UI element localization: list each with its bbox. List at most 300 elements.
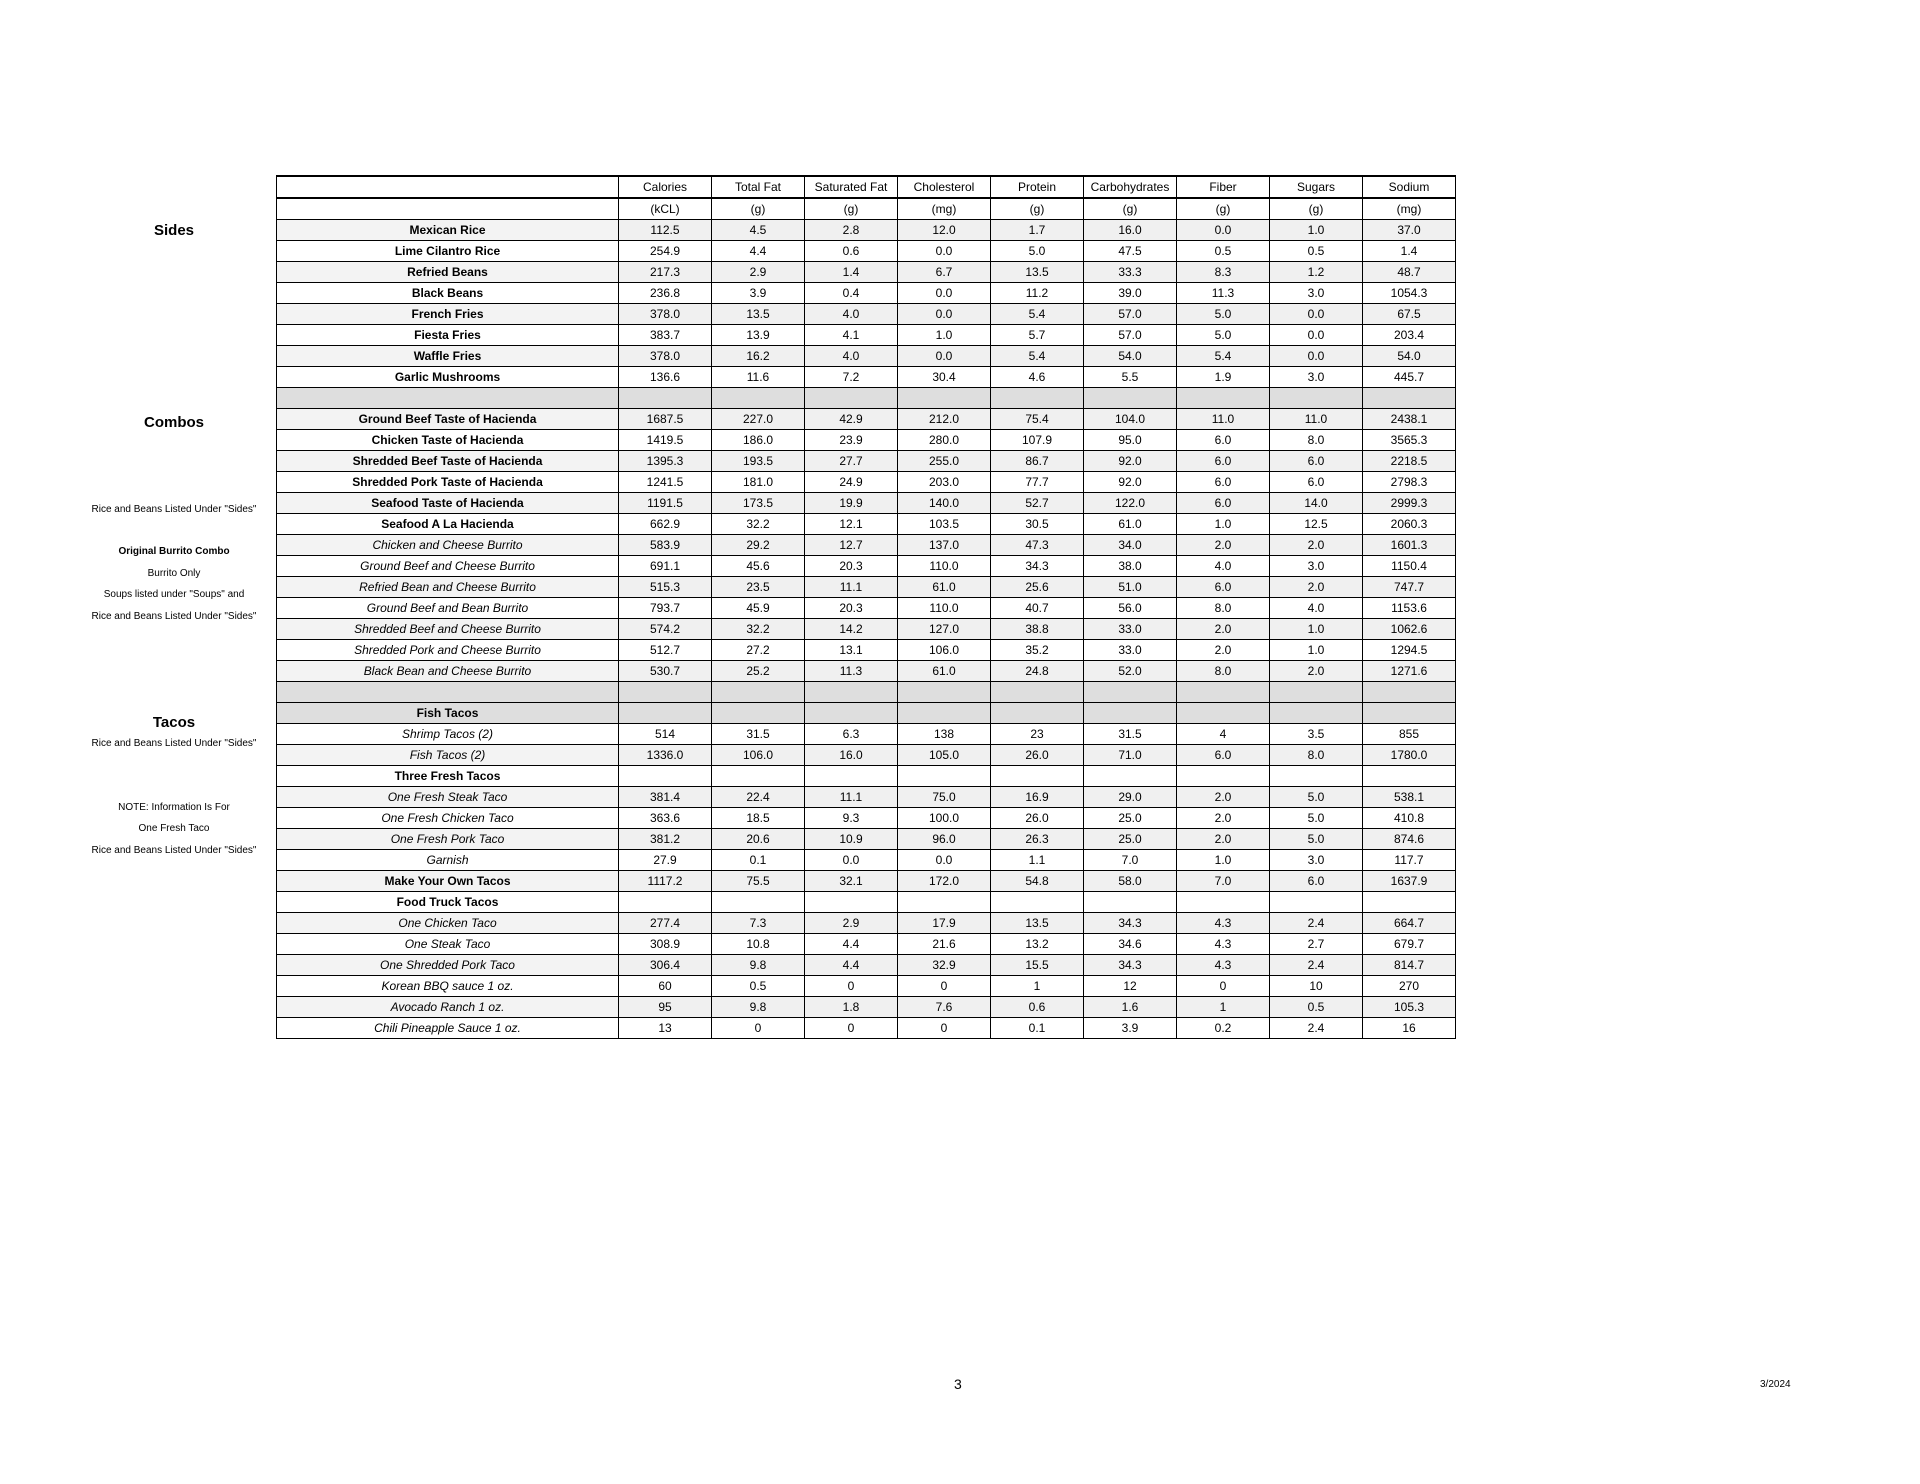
nutrient-value: 0.0: [898, 304, 991, 325]
nutrient-value: 1.0: [1270, 619, 1363, 640]
nutrient-value: [1363, 682, 1456, 703]
item-name: Black Beans: [277, 283, 619, 304]
nutrient-value: 24.8: [991, 661, 1084, 682]
item-name: Refried Bean and Cheese Burrito: [277, 577, 619, 598]
nutrient-value: 1.6: [1084, 997, 1177, 1018]
nutrient-value: 4.3: [1177, 955, 1270, 976]
nutrient-value: 10.8: [712, 934, 805, 955]
nutrient-value: [805, 703, 898, 724]
nutrient-value: 1054.3: [1363, 283, 1456, 304]
nutrient-value: [1084, 682, 1177, 703]
item-name: One Fresh Steak Taco: [277, 787, 619, 808]
column-header: Calories: [619, 176, 712, 198]
nutrient-value: [805, 766, 898, 787]
nutrient-value: 5.5: [1084, 367, 1177, 388]
nutrient-value: 95: [619, 997, 712, 1018]
nutrient-value: [619, 766, 712, 787]
fresh-taco-note-3: Rice and Beans Listed Under "Sides": [91, 845, 257, 856]
nutrient-value: 45.9: [712, 598, 805, 619]
nutrient-value: 14.2: [805, 619, 898, 640]
nutrient-value: 4.4: [805, 934, 898, 955]
nutrient-value: 1: [1177, 997, 1270, 1018]
nutrient-value: 363.6: [619, 808, 712, 829]
table-row: [277, 1018, 1456, 1039]
table-row: [277, 913, 1456, 934]
table-row: [277, 535, 1456, 556]
section-label-combos: Combos: [144, 414, 204, 431]
nutrient-value: 2.0: [1270, 661, 1363, 682]
column-header: Carbohydrates: [1084, 176, 1177, 198]
nutrient-value: 25.0: [1084, 829, 1177, 850]
nutrient-value: 15.5: [991, 955, 1084, 976]
nutrient-value: 23.5: [712, 577, 805, 598]
nutrient-value: [1177, 766, 1270, 787]
nutrient-value: 17.9: [898, 913, 991, 934]
nutrient-value: 2.7: [1270, 934, 1363, 955]
nutrient-value: 3.0: [1270, 283, 1363, 304]
nutrient-value: 3.9: [712, 283, 805, 304]
nutrient-value: 34.6: [1084, 934, 1177, 955]
table-row: [277, 241, 1456, 262]
item-name: Garlic Mushrooms: [277, 367, 619, 388]
column-unit: (g): [1084, 198, 1177, 220]
nutrient-value: [898, 388, 991, 409]
nutrient-value: 77.7: [991, 472, 1084, 493]
nutrient-value: 5.7: [991, 325, 1084, 346]
nutrient-value: 38.8: [991, 619, 1084, 640]
table-row: [277, 556, 1456, 577]
item-name: One Shredded Pork Taco: [277, 955, 619, 976]
nutrient-value: 4: [1177, 724, 1270, 745]
nutrient-value: 13.5: [991, 913, 1084, 934]
table-row: [277, 892, 1456, 913]
nutrient-value: 33.0: [1084, 640, 1177, 661]
tacos-note: Rice and Beans Listed Under "Sides": [91, 738, 257, 749]
nutrient-value: 39.0: [1084, 283, 1177, 304]
item-name: Refried Beans: [277, 262, 619, 283]
nutrient-value: [805, 388, 898, 409]
nutrient-value: 61.0: [1084, 514, 1177, 535]
nutrient-value: 2.0: [1177, 808, 1270, 829]
nutrient-value: 137.0: [898, 535, 991, 556]
header-blank: [277, 176, 619, 198]
nutrient-value: [619, 682, 712, 703]
nutrient-value: 1.8: [805, 997, 898, 1018]
units-blank: [277, 198, 619, 220]
nutrient-value: 0: [1177, 976, 1270, 997]
nutrient-value: 254.9: [619, 241, 712, 262]
nutrient-value: 5.0: [1177, 325, 1270, 346]
nutrient-value: 227.0: [712, 409, 805, 430]
nutrient-value: 277.4: [619, 913, 712, 934]
nutrient-value: 1062.6: [1363, 619, 1456, 640]
nutrient-value: 52.0: [1084, 661, 1177, 682]
nutrient-value: 32.2: [712, 514, 805, 535]
nutrient-value: 2218.5: [1363, 451, 1456, 472]
table-row: [277, 367, 1456, 388]
table-row: [277, 283, 1456, 304]
nutrient-value: 47.5: [1084, 241, 1177, 262]
nutrient-value: 40.7: [991, 598, 1084, 619]
nutrient-value: 1: [991, 976, 1084, 997]
nutrient-value: 16: [1363, 1018, 1456, 1039]
nutrient-value: 117.7: [1363, 850, 1456, 871]
nutrient-value: 3.5: [1270, 724, 1363, 745]
nutrient-value: 574.2: [619, 619, 712, 640]
nutrient-value: 7.2: [805, 367, 898, 388]
nutrient-value: 4.1: [805, 325, 898, 346]
nutrient-value: 2.8: [805, 220, 898, 241]
nutrient-value: 0.5: [1270, 241, 1363, 262]
nutrient-value: 0: [712, 1018, 805, 1039]
nutrient-value: [619, 703, 712, 724]
nutrient-value: 8.3: [1177, 262, 1270, 283]
item-name: Shredded Pork Taste of Hacienda: [277, 472, 619, 493]
nutrient-value: 23: [991, 724, 1084, 745]
nutrient-value: 172.0: [898, 871, 991, 892]
nutrition-table-body: [277, 176, 1456, 1039]
nutrient-value: 56.0: [1084, 598, 1177, 619]
item-name: Waffle Fries: [277, 346, 619, 367]
table-row: [277, 955, 1456, 976]
nutrient-value: 112.5: [619, 220, 712, 241]
nutrient-value: 25.6: [991, 577, 1084, 598]
nutrient-value: [1177, 682, 1270, 703]
nutrient-value: 75.5: [712, 871, 805, 892]
item-name: Korean BBQ sauce 1 oz.: [277, 976, 619, 997]
nutrient-value: 3.0: [1270, 556, 1363, 577]
column-header: Total Fat: [712, 176, 805, 198]
nutrient-value: 11.0: [1270, 409, 1363, 430]
nutrient-value: 2.0: [1177, 829, 1270, 850]
nutrient-value: 33.3: [1084, 262, 1177, 283]
nutrient-value: 13: [619, 1018, 712, 1039]
nutrient-value: 57.0: [1084, 325, 1177, 346]
nutrient-value: [991, 388, 1084, 409]
nutrient-value: 6.0: [1177, 577, 1270, 598]
nutrient-value: [712, 682, 805, 703]
nutrient-value: 0.4: [805, 283, 898, 304]
nutrient-value: 679.7: [1363, 934, 1456, 955]
nutrient-value: 381.4: [619, 787, 712, 808]
nutrient-value: 0: [805, 976, 898, 997]
nutrient-value: 7.3: [712, 913, 805, 934]
nutrient-value: 20.6: [712, 829, 805, 850]
nutrient-value: 8.0: [1270, 430, 1363, 451]
nutrient-value: 0: [898, 1018, 991, 1039]
nutrient-value: 181.0: [712, 472, 805, 493]
nutrient-value: [898, 682, 991, 703]
column-header: Protein: [991, 176, 1084, 198]
nutrient-value: 12.5: [1270, 514, 1363, 535]
column-unit: (mg): [1363, 198, 1456, 220]
nutrient-value: 1150.4: [1363, 556, 1456, 577]
nutrient-value: 1419.5: [619, 430, 712, 451]
nutrient-value: 280.0: [898, 430, 991, 451]
units-row: [277, 198, 1456, 220]
nutrient-value: 1.4: [805, 262, 898, 283]
table-row: [277, 577, 1456, 598]
nutrient-value: 11.3: [1177, 283, 1270, 304]
nutrient-value: 1191.5: [619, 493, 712, 514]
item-name: Shredded Pork and Cheese Burrito: [277, 640, 619, 661]
nutrient-value: 2060.3: [1363, 514, 1456, 535]
nutrient-value: 1294.5: [1363, 640, 1456, 661]
item-name: Fish Tacos (2): [277, 745, 619, 766]
nutrient-value: 4.0: [805, 346, 898, 367]
table-row: [277, 829, 1456, 850]
table-row: [277, 997, 1456, 1018]
nutrient-value: 2.0: [1270, 535, 1363, 556]
nutrient-value: [1363, 703, 1456, 724]
nutrient-value: 1.0: [898, 325, 991, 346]
nutrient-value: 0.0: [1270, 304, 1363, 325]
nutrient-value: 12: [1084, 976, 1177, 997]
nutrient-value: 1241.5: [619, 472, 712, 493]
nutrient-value: [712, 703, 805, 724]
nutrient-value: 2.4: [1270, 955, 1363, 976]
nutrient-value: 2.9: [805, 913, 898, 934]
item-name: Shrimp Tacos (2): [277, 724, 619, 745]
nutrient-value: 32.2: [712, 619, 805, 640]
nutrient-value: 203.4: [1363, 325, 1456, 346]
nutrient-value: 6.0: [1177, 493, 1270, 514]
nutrient-value: [991, 892, 1084, 913]
nutrient-value: 29.2: [712, 535, 805, 556]
item-name: Ground Beef Taste of Hacienda: [277, 409, 619, 430]
nutrient-value: 34.3: [1084, 913, 1177, 934]
nutrient-value: 92.0: [1084, 451, 1177, 472]
nutrient-value: 0.0: [1177, 220, 1270, 241]
table-row: [277, 850, 1456, 871]
nutrient-value: 0.2: [1177, 1018, 1270, 1039]
nutrient-value: 5.0: [1177, 304, 1270, 325]
nutrient-value: 1637.9: [1363, 871, 1456, 892]
nutrient-value: [1084, 388, 1177, 409]
nutrient-value: [1363, 892, 1456, 913]
column-unit: (g): [991, 198, 1084, 220]
burrito-combo-title: Original Burrito Combo: [118, 546, 230, 557]
nutrient-value: 2.0: [1177, 787, 1270, 808]
nutrient-value: 13.9: [712, 325, 805, 346]
item-name: Fish Tacos: [277, 703, 619, 724]
nutrient-value: 122.0: [1084, 493, 1177, 514]
nutrient-value: 308.9: [619, 934, 712, 955]
nutrient-value: 7.6: [898, 997, 991, 1018]
nutrient-value: 4.5: [712, 220, 805, 241]
nutrient-value: 11.2: [991, 283, 1084, 304]
nutrient-value: 530.7: [619, 661, 712, 682]
item-name: Food Truck Tacos: [277, 892, 619, 913]
nutrient-value: 6.7: [898, 262, 991, 283]
nutrient-value: 512.7: [619, 640, 712, 661]
item-name: Fiesta Fries: [277, 325, 619, 346]
nutrient-value: 60: [619, 976, 712, 997]
nutrient-value: 11.0: [1177, 409, 1270, 430]
nutrient-value: 1271.6: [1363, 661, 1456, 682]
nutrient-value: 16.2: [712, 346, 805, 367]
nutrient-value: 106.0: [712, 745, 805, 766]
nutrient-value: 445.7: [1363, 367, 1456, 388]
nutrient-value: 4.0: [1270, 598, 1363, 619]
nutrient-value: 514: [619, 724, 712, 745]
nutrient-value: 306.4: [619, 955, 712, 976]
nutrient-value: 6.3: [805, 724, 898, 745]
nutrient-value: 1780.0: [1363, 745, 1456, 766]
table-row: [277, 766, 1456, 787]
nutrient-value: 1.0: [1270, 640, 1363, 661]
nutrient-value: 173.5: [712, 493, 805, 514]
nutrient-value: 3.0: [1270, 367, 1363, 388]
table-row: [277, 220, 1456, 241]
nutrient-value: 6.0: [1177, 451, 1270, 472]
nutrient-value: 34.0: [1084, 535, 1177, 556]
nutrient-value: 4.4: [805, 955, 898, 976]
nutrient-value: 13.5: [712, 304, 805, 325]
table-row: [277, 346, 1456, 367]
column-unit: (g): [712, 198, 805, 220]
column-header: Sugars: [1270, 176, 1363, 198]
table-row: [277, 598, 1456, 619]
nutrient-value: 3.9: [1084, 1018, 1177, 1039]
nutrient-value: 25.2: [712, 661, 805, 682]
nutrient-value: 1687.5: [619, 409, 712, 430]
nutrient-value: 0.5: [1177, 241, 1270, 262]
nutrient-value: [1084, 766, 1177, 787]
nutrient-value: [1084, 703, 1177, 724]
nutrient-value: 31.5: [712, 724, 805, 745]
table-row: [277, 514, 1456, 535]
nutrient-value: 13.2: [991, 934, 1084, 955]
nutrient-value: 1.2: [1270, 262, 1363, 283]
fresh-taco-note-1: NOTE: Information Is For: [118, 802, 230, 813]
nutrient-value: 1395.3: [619, 451, 712, 472]
nutrient-value: 270: [1363, 976, 1456, 997]
nutrient-value: 29.0: [1084, 787, 1177, 808]
item-name: Ground Beef and Bean Burrito: [277, 598, 619, 619]
nutrient-value: [1177, 703, 1270, 724]
nutrient-value: 27.9: [619, 850, 712, 871]
nutrient-value: 8.0: [1270, 745, 1363, 766]
nutrient-value: 1.4: [1363, 241, 1456, 262]
nutrient-value: 7.0: [1177, 871, 1270, 892]
nutrient-value: 2798.3: [1363, 472, 1456, 493]
table-row: [277, 493, 1456, 514]
nutrient-value: 664.7: [1363, 913, 1456, 934]
nutrient-value: 5.0: [991, 241, 1084, 262]
nutrient-value: 24.9: [805, 472, 898, 493]
nutrient-value: 5.0: [1270, 808, 1363, 829]
nutrient-value: 138: [898, 724, 991, 745]
nutrient-value: [1177, 892, 1270, 913]
item-name: One Fresh Pork Taco: [277, 829, 619, 850]
nutrient-value: 103.5: [898, 514, 991, 535]
table-row: [277, 640, 1456, 661]
nutrient-value: 19.9: [805, 493, 898, 514]
nutrient-value: 38.0: [1084, 556, 1177, 577]
nutrient-value: 11.1: [805, 577, 898, 598]
item-name: [277, 388, 619, 409]
nutrient-value: 6.0: [1177, 430, 1270, 451]
column-unit: (mg): [898, 198, 991, 220]
nutrient-value: 5.4: [991, 346, 1084, 367]
nutrient-value: 42.9: [805, 409, 898, 430]
nutrient-value: 8.0: [1177, 661, 1270, 682]
item-name: Three Fresh Tacos: [277, 766, 619, 787]
nutrient-value: 11.3: [805, 661, 898, 682]
nutrient-value: 21.6: [898, 934, 991, 955]
nutrient-value: 814.7: [1363, 955, 1456, 976]
nutrient-value: 57.0: [1084, 304, 1177, 325]
nutrient-value: 12.7: [805, 535, 898, 556]
table-row: [277, 745, 1456, 766]
nutrient-value: 236.8: [619, 283, 712, 304]
nutrient-value: 212.0: [898, 409, 991, 430]
nutrient-value: 75.4: [991, 409, 1084, 430]
nutrient-value: 16.9: [991, 787, 1084, 808]
nutrient-value: 3565.3: [1363, 430, 1456, 451]
item-name: Avocado Ranch 1 oz.: [277, 997, 619, 1018]
nutrient-value: [712, 892, 805, 913]
nutrient-value: 23.9: [805, 430, 898, 451]
nutrient-value: 140.0: [898, 493, 991, 514]
nutrient-value: 583.9: [619, 535, 712, 556]
nutrient-value: 107.9: [991, 430, 1084, 451]
nutrient-value: [1363, 766, 1456, 787]
nutrient-value: [712, 766, 805, 787]
nutrient-value: 410.8: [1363, 808, 1456, 829]
nutrient-value: [1084, 892, 1177, 913]
nutrient-value: [805, 682, 898, 703]
nutrient-value: 4.4: [712, 241, 805, 262]
nutrient-value: 0.0: [898, 346, 991, 367]
nutrient-value: 3.0: [1270, 850, 1363, 871]
nutrient-value: 96.0: [898, 829, 991, 850]
nutrient-value: 4.0: [805, 304, 898, 325]
nutrient-value: 32.1: [805, 871, 898, 892]
nutrient-value: 4.0: [1177, 556, 1270, 577]
nutrient-value: [712, 388, 805, 409]
nutrient-value: 30.4: [898, 367, 991, 388]
item-name: Black Bean and Cheese Burrito: [277, 661, 619, 682]
nutrient-value: 6.0: [1270, 451, 1363, 472]
nutrient-value: 0.0: [898, 241, 991, 262]
table-row: [277, 934, 1456, 955]
nutrient-value: 1.0: [1177, 514, 1270, 535]
nutrient-value: 106.0: [898, 640, 991, 661]
table-row: [277, 724, 1456, 745]
nutrient-value: 30.5: [991, 514, 1084, 535]
nutrient-value: 2999.3: [1363, 493, 1456, 514]
nutrient-value: 8.0: [1177, 598, 1270, 619]
nutrient-value: 2.0: [1177, 535, 1270, 556]
nutrient-value: 1117.2: [619, 871, 712, 892]
nutrient-value: 5.0: [1270, 829, 1363, 850]
table-row: [277, 682, 1456, 703]
nutrient-value: 9.3: [805, 808, 898, 829]
nutrient-value: 7.0: [1084, 850, 1177, 871]
burrito-only-note: Burrito Only: [147, 568, 201, 579]
nutrient-value: 105.0: [898, 745, 991, 766]
nutrient-value: 110.0: [898, 556, 991, 577]
nutrient-value: [1270, 388, 1363, 409]
nutrient-value: 0.6: [805, 241, 898, 262]
nutrient-value: [898, 703, 991, 724]
nutrient-value: 61.0: [898, 661, 991, 682]
column-header: Fiber: [1177, 176, 1270, 198]
nutrient-value: 27.7: [805, 451, 898, 472]
fresh-taco-note-2: One Fresh Taco: [138, 823, 210, 834]
